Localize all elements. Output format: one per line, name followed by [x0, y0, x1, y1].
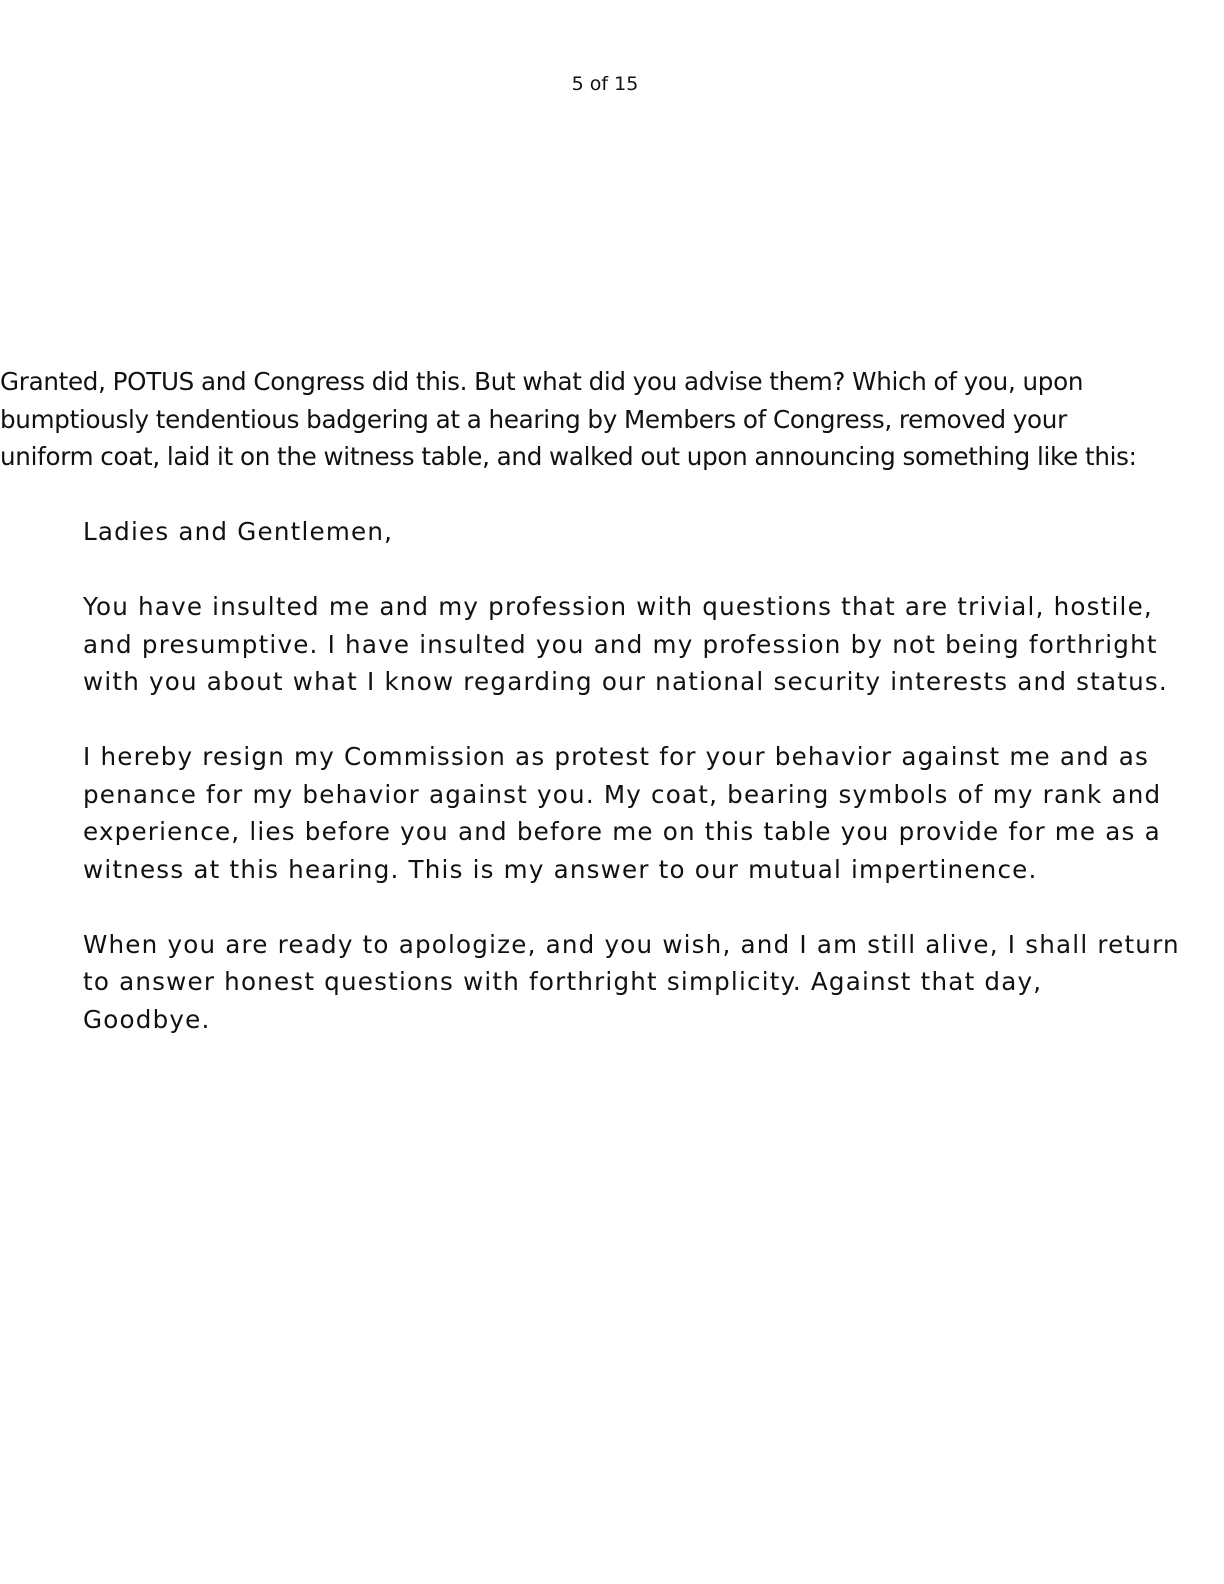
salutation-line: Ladies and Gentlemen, [83, 517, 394, 546]
quoted-letter [83, 513, 1213, 1076]
intro-line: bumptiously tendentious badgering at a hearing by Members of Congress, removed your [0, 404, 1067, 434]
letter-paragraph-3 [83, 926, 1213, 1039]
letter-line: witness at this hearing. This is my answer to our mutual impertinence. [83, 854, 1038, 884]
page-number: 5 of 15 [571, 73, 639, 95]
letter-line: When you are ready to apologize, and you wish, and I am still alive, I shall return [83, 929, 1180, 959]
letter-salutation [83, 513, 1213, 551]
intro-paragraph [0, 363, 1218, 476]
letter-closing: Goodbye. [83, 1004, 211, 1034]
letter-line: You have insulted me and my profession with questions that are trivial, hostile, [83, 592, 1153, 621]
letter-paragraph-1 [83, 588, 1213, 701]
letter-line: experience, lies before you and before me on this table you provide for me as a [83, 817, 1161, 846]
intro-line: uniform coat, laid it on the witness table, and walked out upon announcing something like this: [0, 442, 1137, 471]
intro-line: Granted, POTUS and Congress did this. But what did you advise them? Which of you, upon [0, 367, 1084, 396]
letter-line: to answer honest questions with forthright simplicity. Against that day, [83, 967, 1043, 996]
letter-line: penance for my behavior against you. My coat, bearing symbols of my rank and [83, 779, 1162, 809]
letter-line: and presumptive. I have insulted you and my profession by not being forthright [83, 629, 1158, 659]
letter-line: I hereby resign my Commission as protest for your behavior against me and as [83, 742, 1150, 771]
letter-paragraph-2 [83, 738, 1213, 888]
letter-line: with you about what I know regarding our national security interests and status. [83, 667, 1168, 696]
